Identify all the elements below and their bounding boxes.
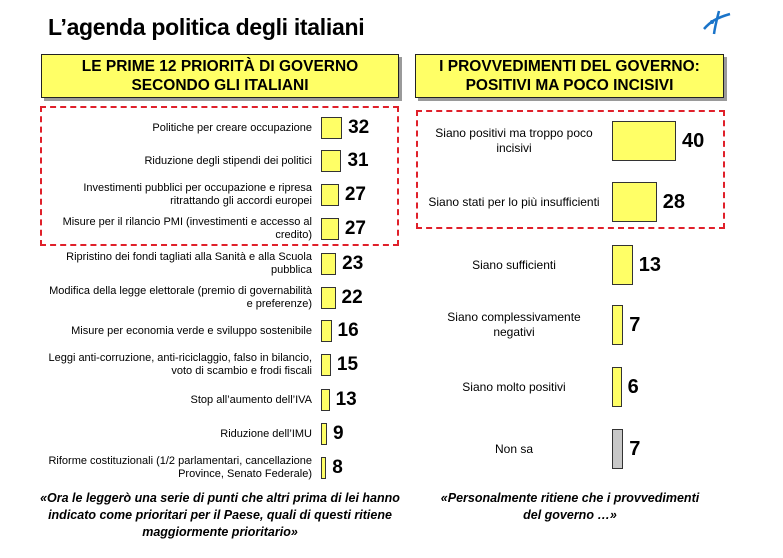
category-label [424, 126, 604, 156]
value-label: 32 [348, 117, 370, 138]
category-label-line: Siano stati per lo più insufficienti [428, 194, 600, 209]
category-label-line: Riduzione degli stipendi dei politici [144, 154, 312, 167]
category-label-line: Investimenti pubblici per occupazione e ripresa [83, 182, 312, 194]
left-header-line1: LE PRIME 12 PRIORITÀ DI GOVERNO [81, 58, 359, 75]
category-label-line: Leggi anti-corruzione, anti-riciclaggio, falso in bilancio, [48, 352, 312, 364]
category-label [20, 122, 312, 135]
category-label-line: Ripristino dei fondi tagliati alla Sanità e alla Scuola [66, 251, 312, 263]
category-label-line: incisivi [496, 141, 532, 155]
value-label: 23 [342, 253, 364, 274]
bar [321, 354, 331, 376]
category-label-line: Province, Senato Federale) [178, 468, 312, 480]
bar [321, 150, 341, 172]
right-footnote-line1: «Personalmente ritiene che i provvedimenti [440, 491, 700, 505]
bar [612, 305, 623, 345]
category-label-line: Siano sufficienti [472, 257, 556, 272]
bar [321, 457, 326, 479]
left-header [41, 54, 399, 98]
category-label-line: Siano positivi ma troppo poco [435, 126, 593, 140]
value-label: 27 [344, 218, 366, 239]
bar [612, 182, 657, 222]
bar [612, 121, 676, 161]
category-label-line: negativi [493, 325, 535, 339]
category-label-line: Stop all’aumento dell’IVA [190, 393, 312, 406]
category-label [20, 325, 312, 338]
category-label-line: e preferenze) [246, 298, 312, 310]
bar [321, 320, 332, 342]
category-label-line: Siano molto positivi [462, 379, 566, 394]
category-label [424, 442, 604, 457]
left-footnote-line3: maggiormente prioritario» [142, 525, 298, 539]
bar [321, 389, 330, 411]
category-label [20, 455, 312, 481]
category-label-line: Riforme costituzionali (1/2 parlamentari, cancellazione [48, 455, 312, 467]
category-label [424, 195, 604, 210]
category-label-line: voto di scambio e frodi fiscali [171, 365, 312, 377]
value-label: 28 [662, 191, 686, 213]
value-label: 40 [682, 130, 705, 152]
bar [321, 117, 342, 139]
category-label-line: Modifica della legge elettorale (premio di governabilità [49, 285, 312, 297]
category-label-line: Siano complessivamente [447, 310, 581, 324]
category-label [20, 352, 312, 378]
category-label-line: Misure per il rilancio PMI (investimenti e accesso al [62, 216, 312, 228]
value-label: 8 [332, 457, 343, 478]
category-label [20, 216, 312, 242]
bar [321, 287, 336, 309]
category-label-line: Riduzione dell’IMU [220, 427, 312, 440]
category-label-line: ritrattando gli accordi europei [170, 195, 312, 207]
category-label [20, 155, 312, 168]
bar [321, 184, 339, 206]
bar [612, 245, 633, 285]
right-header [415, 54, 724, 98]
value-label: 31 [347, 150, 369, 171]
category-label [424, 380, 604, 395]
left-footnote-line1: «Ora le leggerò una serie di punti che altri prima di lei hanno [40, 491, 400, 505]
right-footnote [425, 490, 715, 524]
category-label [20, 251, 312, 277]
page-title: L’agenda politica degli italiani [48, 14, 365, 40]
category-label [424, 258, 604, 273]
bar [612, 367, 622, 407]
category-label [20, 182, 312, 208]
left-header-line2: SECONDO GLI ITALIANI [131, 77, 309, 94]
bar [321, 423, 327, 445]
bar [612, 429, 623, 469]
right-header-line2: POSITIVI MA POCO INCISIVI [465, 77, 674, 94]
left-footnote [30, 490, 410, 541]
category-label [20, 428, 312, 441]
value-label: 16 [337, 320, 359, 341]
value-label: 27 [344, 184, 366, 205]
category-label [20, 394, 312, 407]
category-label-line: Misure per economia verde e sviluppo sostenibile [71, 324, 312, 337]
bar [321, 218, 339, 240]
category-label [20, 285, 312, 311]
value-label: 22 [341, 287, 363, 308]
right-header-line1: I PROVVEDIMENTI DEL GOVERNO: [439, 58, 700, 75]
value-label: 15 [336, 354, 359, 375]
category-label-line: pubblica [271, 264, 312, 276]
value-label: 7 [629, 314, 641, 336]
category-label-line: credito) [275, 229, 312, 241]
bar [321, 253, 336, 275]
category-label [424, 310, 604, 340]
value-label: 13 [638, 254, 662, 276]
value-label: 9 [332, 423, 344, 444]
category-label-line: Non sa [494, 441, 534, 456]
brand-logo-icon [700, 8, 734, 36]
left-footnote-line2: indicato come prioritari per il Paese, quali di questi ritiene [48, 508, 392, 522]
right-footnote-line2: del governo …» [523, 508, 617, 522]
value-label: 6 [627, 376, 639, 398]
category-label-line: Politiche per creare occupazione [152, 121, 312, 134]
value-label: 13 [335, 389, 357, 410]
value-label: 7 [629, 438, 641, 460]
